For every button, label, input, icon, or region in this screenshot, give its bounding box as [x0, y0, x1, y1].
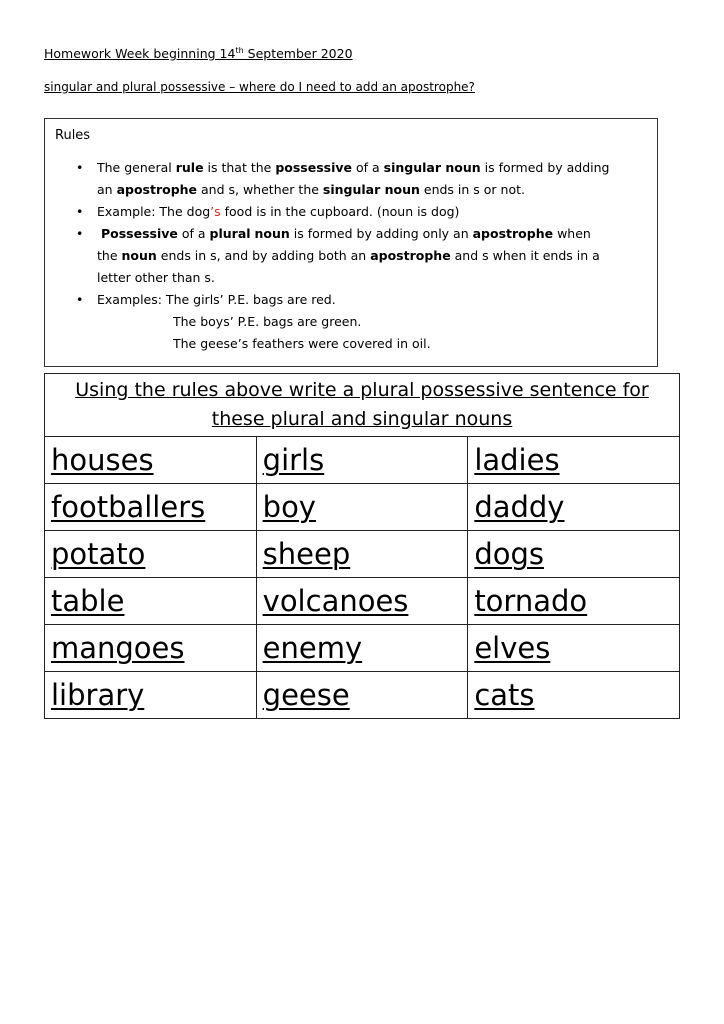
table-row: [45, 531, 680, 578]
table-title-row: [45, 374, 680, 437]
page-subtitle: singular and plural possessive – where do I need to add an apostrophe?: [44, 80, 475, 94]
table-row: [45, 437, 680, 484]
page-title: Homework Week beginning 14th September 2020: [44, 46, 353, 62]
noun-cell: footballers: [45, 484, 257, 531]
noun-cell: girls: [256, 437, 468, 484]
noun-cell: boy: [256, 484, 468, 531]
noun-cell: mangoes: [45, 625, 257, 672]
rules-title: Rules: [55, 128, 91, 143]
rule-item: • Possessive of a plural noun is formed by adding only an apostrophe when: [55, 223, 645, 245]
noun-cell: daddy: [468, 484, 680, 531]
table-row: [45, 578, 680, 625]
rule-item-continued: an apostrophe and s, whether the singular noun ends in s or not.: [97, 182, 525, 197]
noun-cell: volcanoes: [256, 578, 468, 625]
table-row: [45, 625, 680, 672]
noun-cell: elves: [468, 625, 680, 672]
rule-item-continued: letter other than s.: [97, 270, 215, 285]
table-row: [45, 672, 680, 719]
noun-cell: potato: [45, 531, 257, 578]
rules-list: [55, 157, 645, 355]
table-title: Using the rules above write a plural possessive sentence for these plural and singular nouns: [45, 374, 680, 437]
rules-box: [44, 118, 658, 367]
noun-cell: ladies: [468, 437, 680, 484]
noun-cell: table: [45, 578, 257, 625]
rule-item: • The general rule is that the possessive of a singular noun is formed by adding: [55, 157, 645, 179]
noun-cell: library: [45, 672, 257, 719]
table-row: [45, 484, 680, 531]
nouns-table: [44, 373, 680, 719]
rule-item: • Example: The dog’s food is in the cupboard. (noun is dog): [55, 201, 645, 223]
noun-cell: tornado: [468, 578, 680, 625]
rule-examples: • Examples: The girls’ P.E. bags are red.: [55, 289, 645, 311]
apostrophe-highlight: ’s: [210, 204, 221, 219]
noun-cell: cats: [468, 672, 680, 719]
rule-item-continued: the noun ends in s, and by adding both an apostrophe and s when it ends in a: [97, 248, 600, 263]
noun-cell: sheep: [256, 531, 468, 578]
noun-cell: dogs: [468, 531, 680, 578]
noun-cell: enemy: [256, 625, 468, 672]
example-line: The geese’s feathers were covered in oil.: [173, 336, 431, 351]
example-line: The boys’ P.E. bags are green.: [173, 314, 362, 329]
noun-cell: houses: [45, 437, 257, 484]
noun-cell: geese: [256, 672, 468, 719]
